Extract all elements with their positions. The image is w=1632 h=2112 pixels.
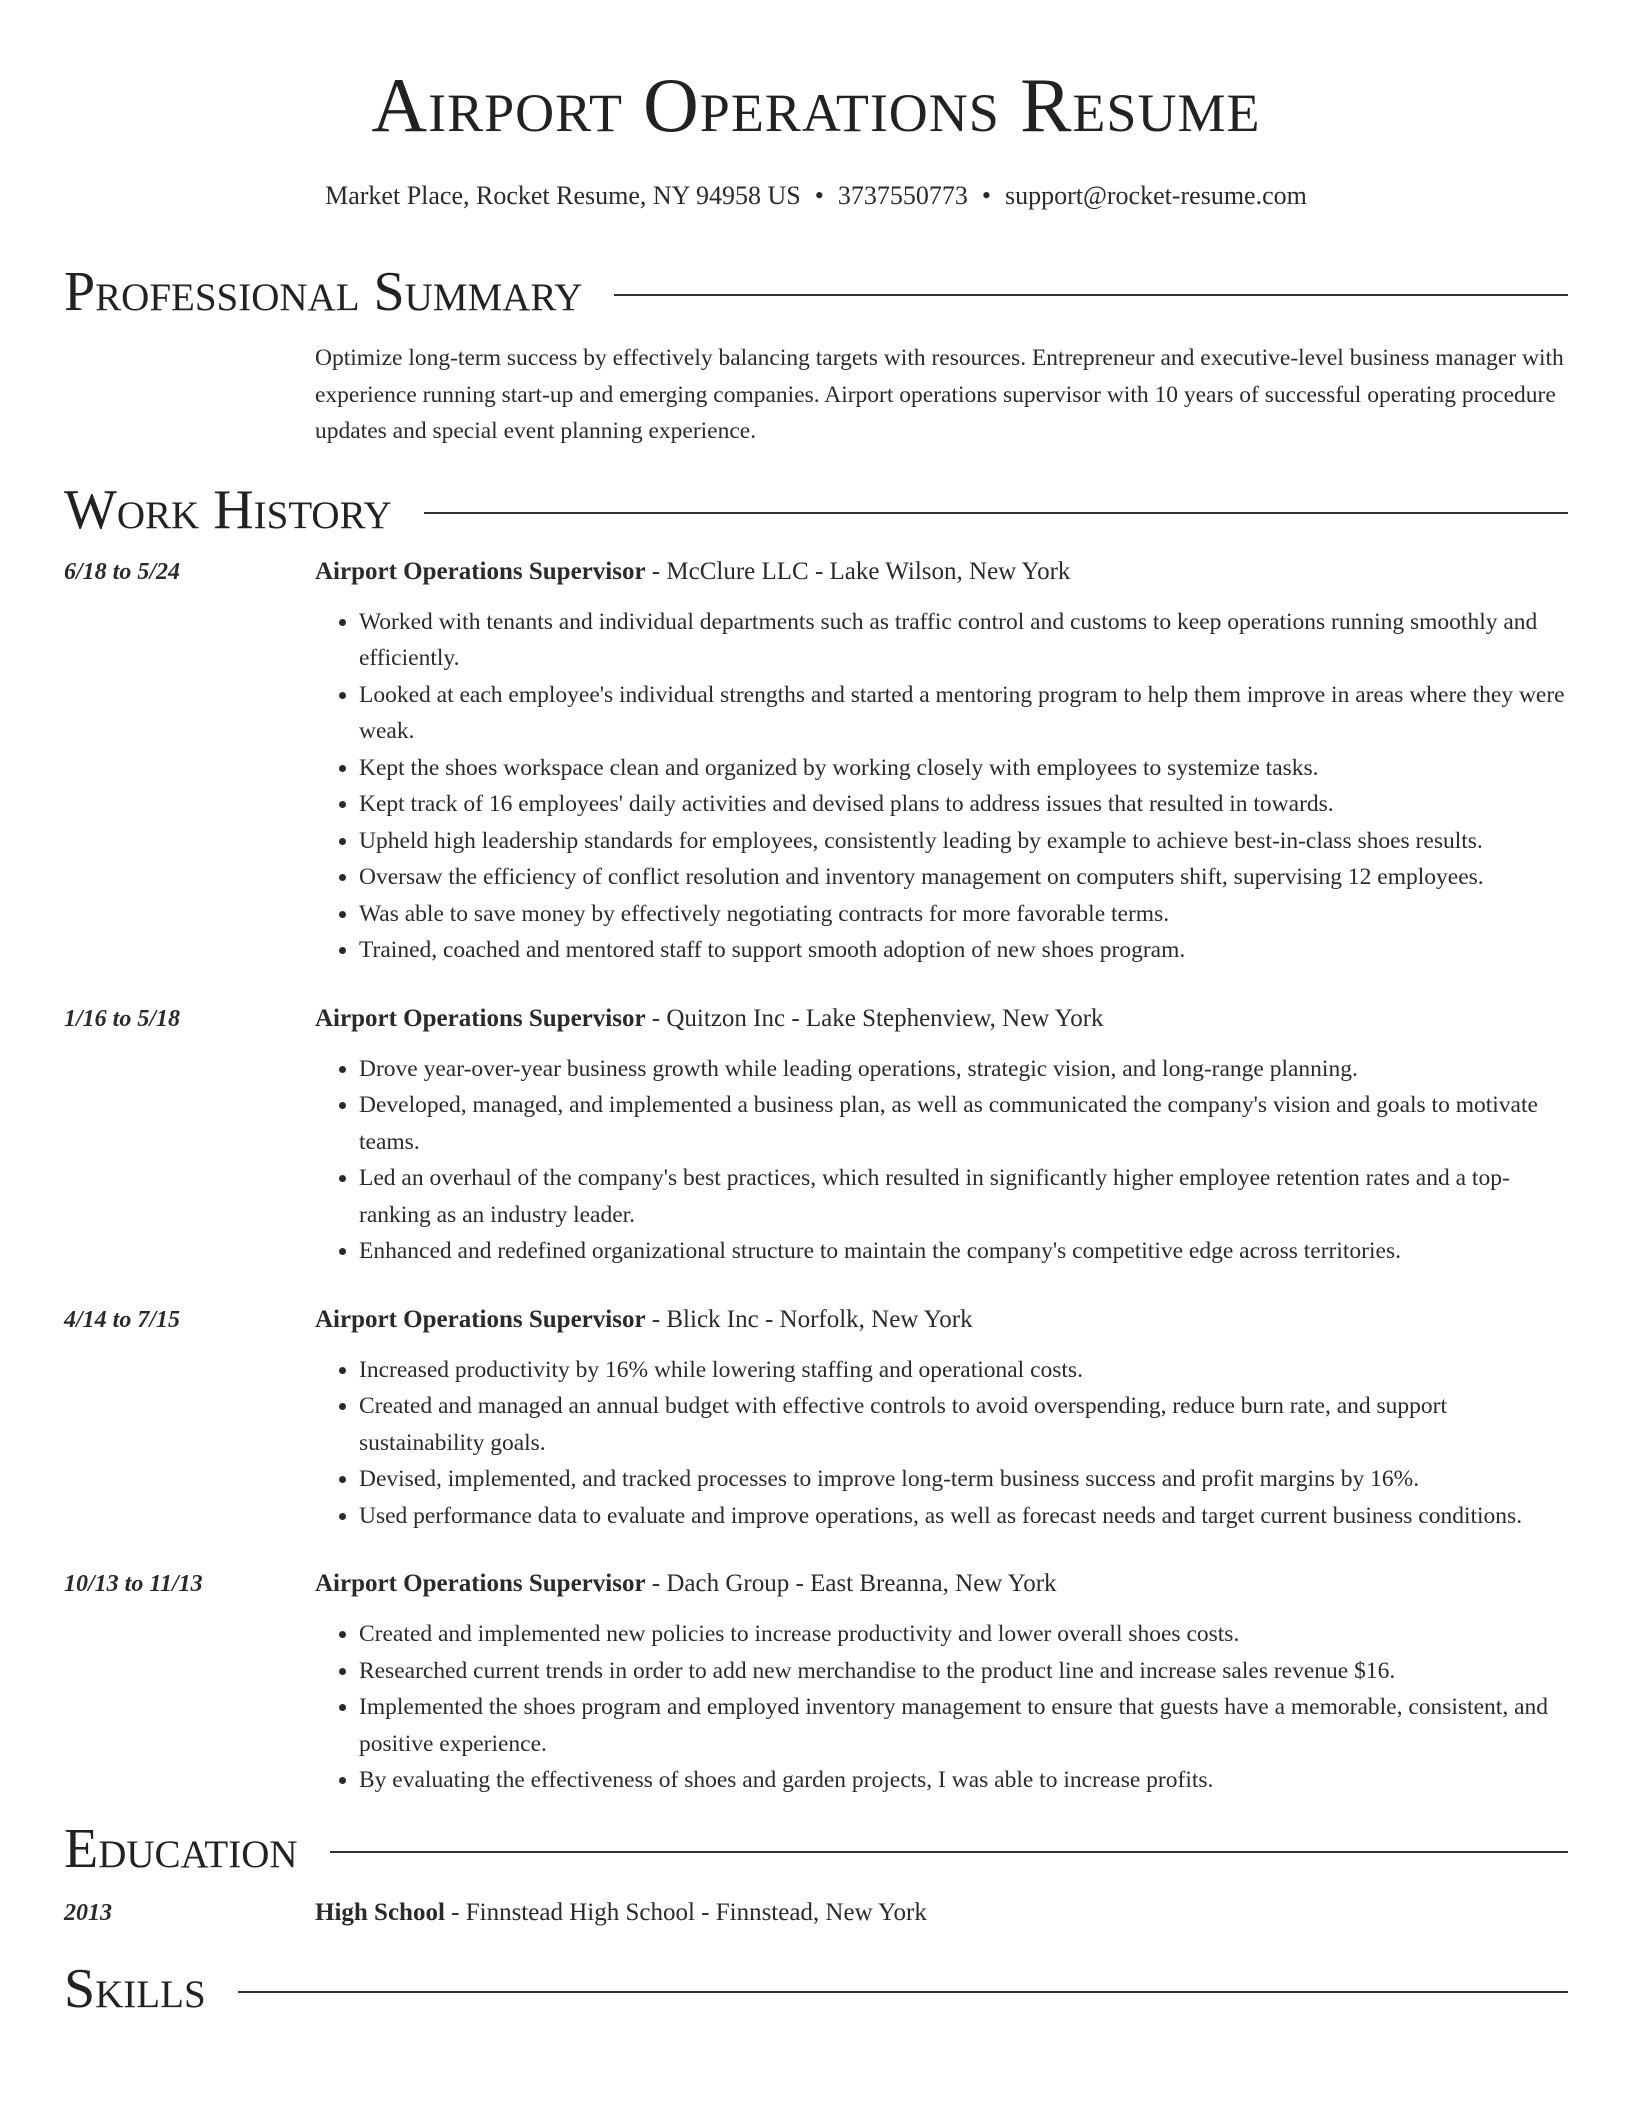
section-education-header bbox=[64, 1815, 1568, 1883]
job-title-line bbox=[315, 554, 1568, 590]
job-body bbox=[315, 1566, 1568, 1799]
job-dates: 1/16 to 5/18 bbox=[64, 1005, 181, 1032]
job-body bbox=[315, 1001, 1568, 1270]
education-body bbox=[315, 1895, 1568, 1931]
education-entry bbox=[64, 1895, 1568, 1931]
job-employer: - Blick Inc - Norfolk, New York bbox=[645, 1305, 973, 1333]
job-bullet: • Upheld high leadership standards for employees, consistently leading by example to achieve best-in-class shoes results. bbox=[359, 823, 1568, 860]
section-heading: Professional Summary bbox=[64, 261, 583, 323]
job-employer: - Quitzon Inc - Lake Stephenview, New York bbox=[645, 1004, 1104, 1032]
job-dates: 6/18 to 5/24 bbox=[64, 558, 181, 585]
job-body bbox=[315, 1302, 1568, 1535]
job-entry bbox=[64, 554, 1568, 969]
job-bullet: • Implemented the shoes program and employed inventory management to ensure that guests have a memorable, consistent, and positive experience. bbox=[359, 1689, 1568, 1762]
section-divider bbox=[330, 1851, 1568, 1853]
job-bullets bbox=[315, 1352, 1568, 1535]
job-dates: 4/14 to 7/15 bbox=[64, 1306, 181, 1333]
job-title: Airport Operations Supervisor bbox=[315, 557, 646, 585]
section-divider bbox=[238, 1991, 1568, 1993]
job-bullet: • Kept the shoes workspace clean and organized by working closely with employees to systemize tasks. bbox=[359, 750, 1568, 787]
job-bullet: • Worked with tenants and individual departments such as traffic control and customs to keep operations running smoothly and efficiently. bbox=[359, 604, 1568, 677]
job-bullets bbox=[315, 1616, 1568, 1799]
job-bullet: • Created and managed an annual budget with effective controls to avoid overspending, reduce burn rate, and support sustainability goals. bbox=[359, 1388, 1568, 1461]
job-bullet: • Developed, managed, and implemented a business plan, as well as communicated the company's vision and goals to motivate teams. bbox=[359, 1087, 1568, 1160]
job-bullet: • Was able to save money by effectively negotiating contracts for more favorable terms. bbox=[359, 896, 1568, 933]
job-bullet: • Led an overhaul of the company's best practices, which resulted in significantly higher employee retention rates and a top-ranking as an industry leader. bbox=[359, 1160, 1568, 1233]
job-bullets bbox=[315, 1051, 1568, 1270]
section-divider bbox=[614, 294, 1568, 296]
job-title: Airport Operations Supervisor bbox=[315, 1004, 646, 1032]
section-skills-header bbox=[64, 1955, 1568, 2023]
job-bullet: • Trained, coached and mentored staff to support smooth adoption of new shoes program. bbox=[359, 932, 1568, 969]
job-bullet: • Oversaw the efficiency of conflict resolution and inventory management on computers shift, supervising 12 employees. bbox=[359, 859, 1568, 896]
job-title: Airport Operations Supervisor bbox=[315, 1305, 646, 1333]
contact-separator: • bbox=[814, 181, 824, 210]
education-school: - Finnstead High School - Finnstead, New York bbox=[444, 1898, 927, 1926]
education-line bbox=[315, 1895, 1568, 1931]
job-body bbox=[315, 554, 1568, 969]
job-title-line bbox=[315, 1302, 1568, 1338]
job-title-line bbox=[315, 1001, 1568, 1037]
section-work-header bbox=[64, 476, 1568, 544]
job-bullet: • Created and implemented new policies to increase productivity and lower overall shoes costs. bbox=[359, 1616, 1568, 1653]
job-bullet: • Increased productivity by 16% while lowering staffing and operational costs. bbox=[359, 1352, 1568, 1389]
job-bullet: • Kept track of 16 employees' daily activities and devised plans to address issues that resulted in towards. bbox=[359, 786, 1568, 823]
contact-separator: • bbox=[981, 181, 991, 210]
job-bullet: • Devised, implemented, and tracked processes to improve long-term business success and profit margins by 16%. bbox=[359, 1461, 1568, 1498]
job-bullet: • Researched current trends in order to add new merchandise to the product line and increase sales revenue $16. bbox=[359, 1653, 1568, 1690]
contact-email[interactable]: support@rocket-resume.com bbox=[1004, 181, 1307, 210]
job-bullet: • Enhanced and redefined organizational structure to maintain the company's competitive edge across territories. bbox=[359, 1233, 1568, 1270]
job-entry bbox=[64, 1566, 1568, 1799]
education-degree: High School bbox=[315, 1898, 445, 1926]
job-employer: - McClure LLC - Lake Wilson, New York bbox=[645, 557, 1071, 585]
contact-phone: 3737550773 bbox=[837, 181, 968, 210]
job-bullet: • By evaluating the effectiveness of shoes and garden projects, I was able to increase profits. bbox=[359, 1762, 1568, 1799]
education-year: 2013 bbox=[64, 1899, 112, 1926]
job-bullet: • Looked at each employee's individual strengths and started a mentoring program to help them improve in areas where they were weak. bbox=[359, 677, 1568, 750]
section-summary-header bbox=[64, 258, 1568, 326]
resume-title: Airport Operations Resume bbox=[371, 62, 1261, 148]
job-entry bbox=[64, 1302, 1568, 1535]
summary-text: Optimize long-term success by effectively balancing targets with resources. Entrepreneur and executive-level business manager with experience running start-up and emerging companies. Airport operations supervisor with 10 years of successful operating procedure updates and special event planning experience. bbox=[315, 345, 1564, 444]
job-employer: - Dach Group - East Breanna, New York bbox=[645, 1570, 1057, 1597]
job-entry bbox=[64, 1001, 1568, 1270]
section-heading: Work History bbox=[64, 478, 392, 541]
job-bullets bbox=[315, 604, 1568, 969]
contact-address: Market Place, Rocket Resume, NY 94958 US bbox=[325, 181, 801, 210]
job-bullet: • Drove year-over-year business growth while leading operations, strategic vision, and long-range planning. bbox=[359, 1051, 1568, 1088]
section-heading: Education bbox=[64, 1817, 298, 1880]
job-bullet: • Used performance data to evaluate and improve operations, as well as forecast needs and target current business conditions. bbox=[359, 1498, 1568, 1535]
job-dates: 10/13 to 11/13 bbox=[64, 1571, 203, 1597]
job-title-line bbox=[315, 1566, 1568, 1602]
job-title: Airport Operations Supervisor bbox=[315, 1570, 646, 1597]
section-heading: Skills bbox=[64, 1957, 206, 2020]
contact-line bbox=[64, 180, 1568, 212]
section-divider bbox=[424, 512, 1568, 514]
